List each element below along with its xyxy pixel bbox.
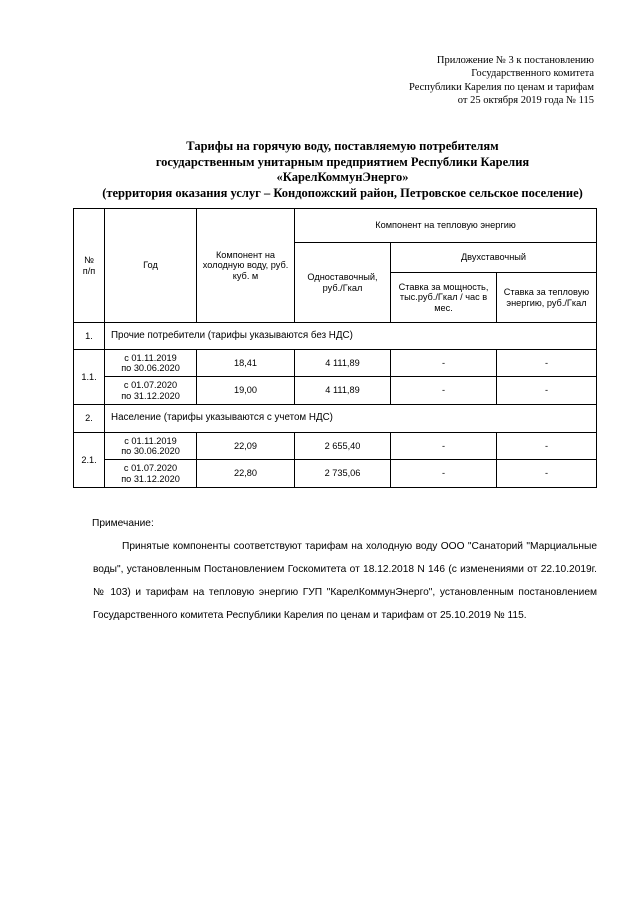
table-row [74,377,597,405]
section-label: Прочие потребители (тарифы указываются без НДС) [105,323,597,350]
thermal-rate-value: - [497,377,597,405]
period-to: по 30.06.2020 [121,446,180,456]
single-rate-value: 2 655,40 [295,433,391,460]
period-cell [105,433,197,460]
col-header-two-rate: Двухставочный [391,243,597,273]
header-row [74,209,597,243]
col-header-single-rate: Одноставочный, руб./Гкал [295,243,391,323]
cold-water-value: 22,80 [197,460,295,488]
cold-water-value: 19,00 [197,377,295,405]
note-label: Примечание: [92,518,154,529]
row-number: 1.1. [74,350,105,405]
col-header-year: Год [105,209,197,323]
period-to: по 31.12.2020 [121,473,180,484]
single-rate-value: 4 111,89 [295,350,391,377]
table-row [74,350,597,377]
appendix-line: Республики Карелия по ценам и тарифам [409,81,594,93]
capacity-rate-value: - [391,350,497,377]
col-header-num-line2: п/п [82,265,96,276]
cold-water-value: 18,41 [197,350,295,377]
note-text: Принятые компоненты соответствуют тарифам на холодную воду ООО "Санаторий "Марциальные воды", установленным Постановлением Госкомитета от 18.12.2018 N 146 (с изменениями от 22.10.2019г. № 103) и тарифам на тепловую энергию ГУП "КарелКоммунЭнерго", установленным постановлением Государственного комитета Республики Карелия по ценам и тарифам от 25.10.2019 № 115. [93,541,597,621]
thermal-rate-value: - [497,460,597,488]
period-from: с 01.11.2019 [124,435,177,446]
section-row [74,405,597,433]
title-line: Тарифы на горячую воду, поставляемую потребителям [186,139,499,153]
period-from: с 01.11.2019 [124,352,177,363]
appendix-line: от 25 октября 2019 года № 115 [457,95,594,107]
period-from: с 01.07.2020 [123,380,178,391]
thermal-rate-value: - [497,350,597,377]
col-header-capacity-rate: Ставка за мощность, тыс.руб./Гкал / час в мес. [391,273,497,323]
period-to: по 30.06.2020 [121,363,180,373]
period-cell [105,377,197,405]
col-header-cold-water: Компонент на холодную воду, руб. куб. м [197,209,295,323]
col-header-num [74,209,105,323]
section-number: 1. [74,323,105,350]
title-line: государственным унитарным предприятием Республики Карелия [155,154,530,169]
appendix-line: Приложение № 3 к постановлению [436,55,594,66]
table-row [74,433,597,460]
single-rate-value: 4 111,89 [295,377,391,405]
period-cell [105,460,197,488]
tariff-table [73,208,597,488]
table-row [74,460,597,488]
col-header-num-line1: № [84,254,94,265]
capacity-rate-value: - [391,460,497,488]
document-title [70,139,615,201]
section-row [74,323,597,350]
period-from: с 01.07.2020 [123,463,178,474]
title-line: (территория оказания услуг – Кондопожский район, Петровское сельское поселение) [102,185,583,200]
title-line: «КарелКоммунЭнерго» [276,170,409,185]
cold-water-value: 22,09 [197,433,295,460]
appendix-reference [409,54,594,108]
appendix-line: Государственного комитета [471,68,594,80]
capacity-rate-value: - [391,377,497,405]
thermal-rate-value: - [497,433,597,460]
section-number: 2. [74,405,105,433]
col-header-thermal-component: Компонент на тепловую энергию [295,209,597,243]
period-to: по 31.12.2020 [121,390,180,401]
col-header-thermal-rate: Ставка за тепловую энергию, руб./Гкал [497,273,597,323]
period-cell [105,350,197,377]
section-label: Население (тарифы указываются с учетом НДС) [105,405,597,433]
single-rate-value: 2 735,06 [295,460,391,488]
row-number: 2.1. [74,433,105,488]
capacity-rate-value: - [391,433,497,460]
